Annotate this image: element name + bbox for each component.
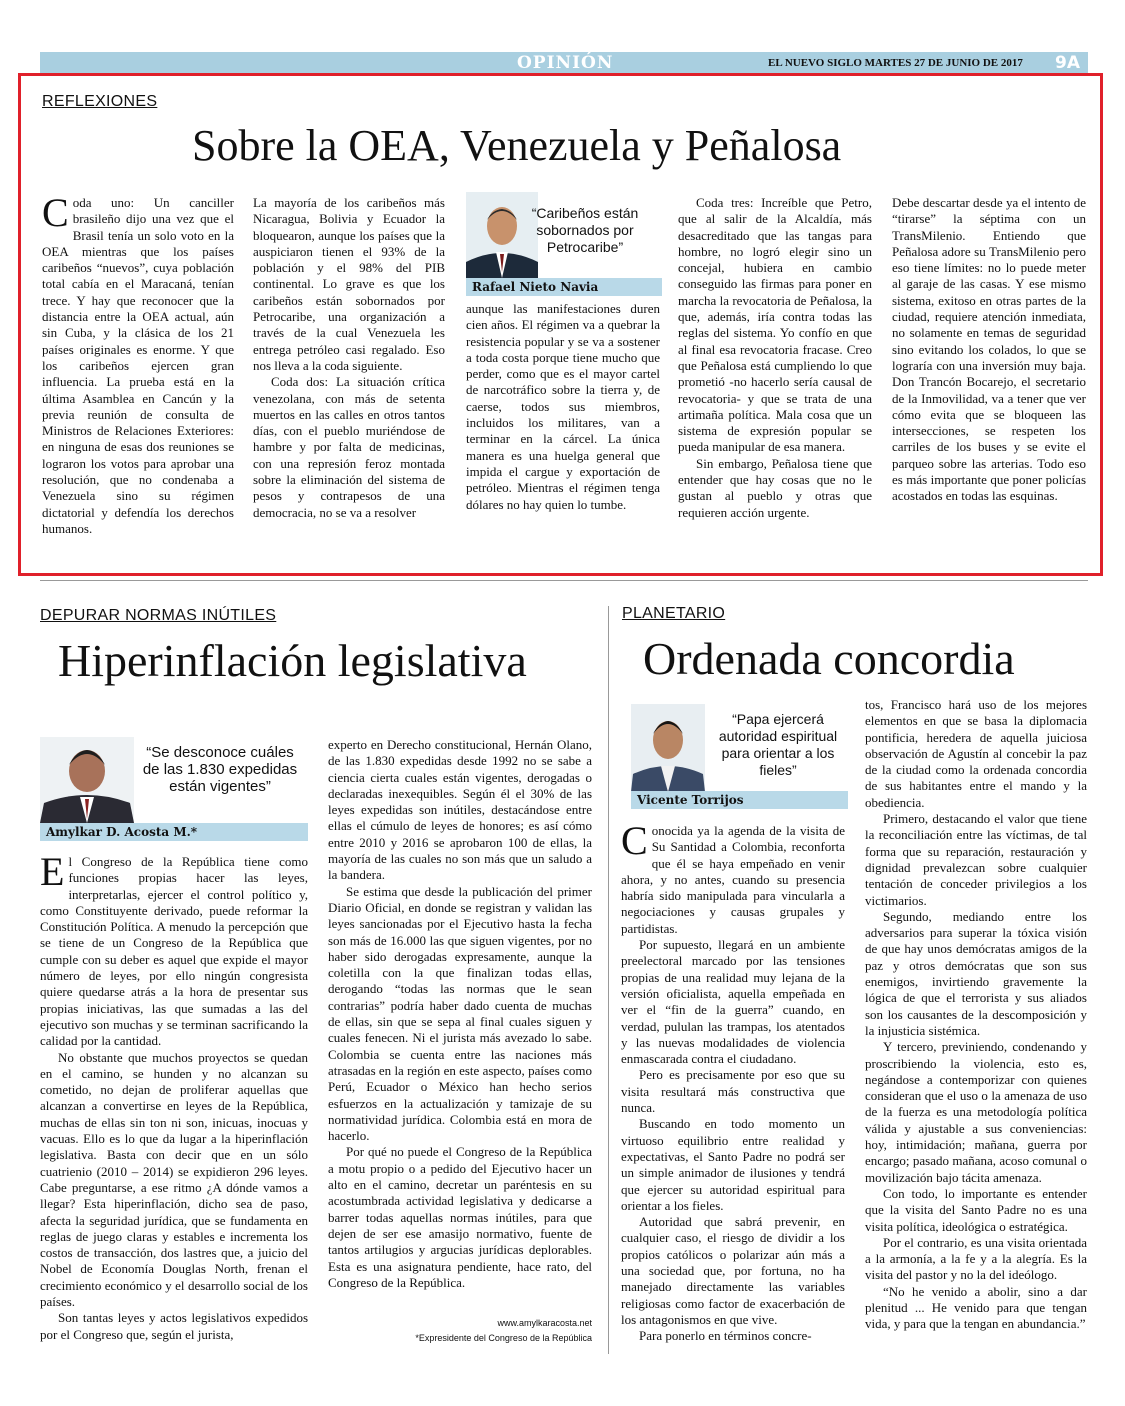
- right-col-2-p4: Y tercero, previniendo, condenando y proscribiendo la violencia, esto es, negándose a contemporizar con quienes consideran que el uso o la amenaza de uso de la fuerza es una metodología política válida y ajustable a sus conveniencias: hoy, intimidación; mañana, guerra por encargo; pasado mañana, acoso comunal o movilización bajo tácita amenaza.: [865, 1039, 1087, 1185]
- left-col-2-p3: Por qué no puede el Congreso de la República a motu propio o a pedido del Ejecutivo hacer un alto en el camino, decretar un paréntesis en su acostumbrada actividad legislativa y dedicarse a barrer todas aquellas normas inútiles, para que dejen de ser ese amasijo normativo, fuente de tantos artilugios y argucias jurídicas deplorables. Esta es una asignatura pendiente, hace rato, del Congreso de la República.: [328, 1144, 592, 1290]
- author-footnote: *Expresidente del Congreso de la República: [415, 1333, 592, 1343]
- right-kicker: PLANETARIO: [622, 605, 726, 622]
- left-col-1-p2: No obstante que muchos proyectos se quedan en el camino, se hunden y no alcanzan su cometido, no dejan de proliferar aquellas que alcanzan a convertirse en leyes de la República, muchas de ellas sin ton ni son, inicuas, inocuas y vacuas. Ello es lo que da lugar a la hiperinflación legislativa. Basta con decir que en un sólo cuatrienio (2010 – 2014) se expidieron 296 leyes. Cabe preguntarse, a ese ritmo ¿A dónde vamos a llegar? Esta hiperinflación, dicho sea de paso, afecta la seguridad jurídica, que se fundamenta en reglas de juego claras y estables e incrementa los costos de transacción, dos lastres que, a juicio del Nobel de Economía Douglas North, frenan el crecimiento económico y el desarrollo social de los países.: [40, 1049, 308, 1310]
- column-divider: [608, 606, 609, 1354]
- top-col-1-text: oda uno: Un canciller brasileño dijo una vez que el Brasil tenía un solo voto en la OEA mientras que los países caribeños “nuevos”, cuya población total cabía en el Maracaná, tenían trece. Y hay que reconocer que la distancia entre la OEA actual, aún sin Cuba, y la clásica de los 21 países originales es enorme. Y que los caribeños ejercen gran influencia. La prueba está en la última Asamblea en Cancún y la previa reunión de consulta de Ministros de Relaciones Exteriores: en ninguna de esas dos reuniones se lograron los votos para aprobar una resolución, que no condenaba a Venezuela sino su régimen dictatorial y defendía los derechos humanos.: [42, 195, 234, 536]
- left-col-2: [328, 737, 592, 1317]
- right-col-1-p5: Autoridad que sabrá prevenir, en cualquier caso, el riesgo de dividir a los propios católicos o polarizar aún más a una sociedad que, por fortuna, no ha manejado directamente las variables religiosas como factor de exacerbación de los antagonismos en que vive.: [621, 1214, 845, 1327]
- top-col-4-p2: Sin embargo, Peñalosa tiene que entender que hay cosas que no le gustan al pueblo y otras que requieren acción urgente.: [678, 455, 872, 520]
- top-pull-quote: “Caribeños están sobornados por Petrocaribe”: [531, 205, 639, 255]
- dropcap: E: [40, 854, 65, 894]
- right-col-1-p6: Para ponerlo en términos concre-: [639, 1328, 812, 1344]
- right-col-2-p6: Por el contrario, es una visita orientada a la armonía, a la fe y a la alegría. Es la visita del pastor y no la del ideólogo.: [865, 1234, 1087, 1283]
- right-col-1-p3: Pero es precisamente por eso que su visita resultará más constructiva que nunca.: [621, 1067, 845, 1116]
- right-col-2-p2: Primero, destacando el valor que tiene la reconciliación entre las víctimas, de tal forma que su reparación, restauración y dignidad prevalezcan sobre cualquier tentación de conceder privilegios a los victimarios.: [865, 811, 1087, 908]
- top-col-4: [678, 195, 872, 555]
- top-col-2-p1: La mayoría de los caribeños más Nicaragua, Bolivia y Ecuador la bloquearon, aunque los países que la auspiciaron tienen el 93% de la población y el 98% del PIB continental. Lo grave es que los caribeños están sobornados por Petrocaribe, una organización a través de la cual Venezuela les entrega petróleo casi regalado. Eso nos lleva a la coda siguiente.: [253, 195, 445, 373]
- right-col-2-p7: “No he venido a abolir, sino a dar plenitud ... He venido para que tengan vida, y para que la tengan en abundancia.”: [865, 1283, 1087, 1332]
- section-label: OPINIÓN: [517, 53, 614, 73]
- left-author-name: Amylkar D. Acosta M.*: [40, 823, 308, 841]
- right-author-name: Vicente Torrijos: [631, 791, 848, 809]
- left-col-1-p3: Son tantas leyes y actos legislativos expedidos por el Congreso que, según el jurista,: [40, 1310, 308, 1342]
- top-col-5: [892, 195, 1086, 555]
- right-col-1-p4: Buscando en todo momento un virtuoso equilibrio entre realidad y expectativas, el Santo Padre no podrá ser un simple animador de ilusiones y tendrá que ejercer su autoridad espiritual para orientar a los fieles.: [621, 1116, 845, 1213]
- left-col-1-p1: l Congreso de la República tiene como funciones propias hacer las leyes, interpretarlas, ejercer el control político y, como Constituyente derivado, puede reformar la Constitución Política. A menudo la percepción que se tiene de un Congreso de la República que cumple con su deber es aquel que expide el mayor número de leyes, por ello ningún congresista quiere quedarse atrás a la hora de presentar sus propias iniciativas, las que sumadas a las del ejecutivo son muchas y se terminan sacrificando la calidad por la cantidad.: [40, 854, 308, 1049]
- author-photo-amylkar: [40, 737, 134, 823]
- author-website: www.amylkaracosta.net: [497, 1318, 592, 1328]
- paper-date: EL NUEVO SIGLO MARTES 27 DE JUNIO DE 2017: [768, 57, 1023, 69]
- left-col-2-p2: Se estima que desde la publicación del primer Diario Oficial, en donde se registran y validan las leyes sancionadas por el Ejecutivo hasta la fecha son más de 16.000 las que siguen vigentes, por no haber sido derogadas expresamente, aunque la coletilla con la que finalizan todas ellas, derogando “todas las normas que le sean contrarias” podría haber dado cuenta de muchas de ellas, sin que se sepa al final cuales siguen y cuales fenecen. Ni el jurista más avezado lo sabe. Colombia se cuenta entre las naciones más atrasadas en la región en este aspecto, países como Perú, Ecuador o México han hecho serios esfuerzos en la actualización y tamizaje de su normatividad jurídica. Colombia está en mora de hacerlo.: [328, 883, 592, 1144]
- left-col-2-p1: experto en Derecho constitucional, Hernán Olano, de las 1.830 expedidas desde 1992 no se sabe a ciencia cierta cuales están vigentes, derogadas o declaradas inexequibles. Según él el 30% de las leyes expedidas son inútiles, destacándose entre ellas el cúmulo de leyes de honores; es así cómo entre 2010 y 2016 se aprobaron 100 de ellas, la mayoría de las cuales no son más que un saludo a la bandera.: [328, 737, 592, 883]
- top-headline: Sobre la OEA, Venezuela y Peñalosa: [192, 121, 842, 170]
- dropcap: C: [42, 195, 69, 235]
- page-number: 9A: [1055, 53, 1080, 73]
- right-col-1: [621, 823, 845, 1349]
- right-col-2-p3: Segundo, mediando entre los adversarios para superar la tóxica visión de que hay unos demócratas amigos de la paz y otros demócratas que son sus enemigos, invirtiendo gravemente la lógica de que el terrorista y sus aliados son los causantes de la descomposición y la injusticia sistémica.: [865, 908, 1087, 1038]
- top-col-1: [42, 195, 234, 555]
- right-col-2: [865, 697, 1087, 1349]
- dropcap: C: [621, 823, 648, 863]
- right-col-1-p1: onocida ya la agenda de la visita de Su Santidad a Colombia, reconforta que él se haya empeñado en venir ahora, y no antes, cuando su presencia habría sido manipulada para vincularla a negociaciones y causas grupales y partidistas.: [621, 823, 845, 936]
- top-col-3-text: aunque las manifestaciones duren cien años. El régimen va a quebrar la resistencia popular y se va a sostener a toda costa porque tiene mucho que perder, como que es el mayor cartel de narcotráfico sobre la tierra y, de caerse, todos sus miembros, incluidos los militares, van a terminar en la cárcel. La única manera es una huelga general que impida el cargue y exportación de petróleo. Mientras el régimen tenga dólares no hay quien lo tumbe.: [466, 301, 660, 512]
- top-author-name: Rafael Nieto Navia: [466, 278, 662, 296]
- right-col-1-p2: Por supuesto, llegará en un ambiente preelectoral marcado por las tensiones propias de una realidad muy lejana de la versión oficialista, aquella empeñada en ver el “fin de la guerra” cuando, en verdad, pululan las trampas, los atentados y las nuevas modalidades de violencia enmascarada contra el ciudadano.: [621, 937, 845, 1067]
- top-col-3: [466, 301, 660, 555]
- left-headline: Hiperinflación legislativa: [58, 635, 527, 686]
- section-divider: [40, 580, 1088, 581]
- right-headline: Ordenada concordia: [643, 633, 1015, 684]
- right-col-2-p5: Con todo, lo importante es entender que la visita del Santo Padre no es una visita política, ideológica o estratégica.: [865, 1185, 1087, 1234]
- top-col-2: [253, 195, 445, 555]
- author-photo-vicente: [631, 704, 705, 792]
- left-col-1: [40, 854, 308, 1346]
- left-pull-quote: “Se desconoce cuáles de las 1.830 expedidas están vigentes”: [142, 744, 298, 795]
- top-kicker: REFLEXIONES: [42, 93, 158, 110]
- top-col-4-p1: Coda tres: Increíble que Petro, que al salir de la Alcaldía, más desacreditado que las tangas para hombre, no logró elegir sino un concejal, hubiera en cambio conseguido las firmas para poner en marcha la revocatoria de Peñalosa, la que, además, iría contra todas las reglas del sistema. Yo confío en que al final esa revocatoria fracase. Creo que Peñalosa está cumpliendo lo que prometió -no hacerlo sería causal de revocatoria- y que se trata de una artimaña política. Mala cosa que un sistema de expresión popular se pueda manipular de esa manera.: [678, 195, 872, 455]
- top-col-2-p2: Coda dos: La situación crítica venezolana, con más de setenta muertos en las calles en otros tantos días, con el pueblo muriéndose de hambre y por falta de medicinas, con una represión feroz montada sobre la eliminación del sistema de pesos y contrapesos de una democracia, no se va a resolver: [253, 374, 445, 520]
- right-pull-quote: “Papa ejercerá autoridad espiritual para orientar a los fieles”: [718, 711, 838, 778]
- left-kicker: DEPURAR NORMAS INÚTILES: [40, 607, 277, 624]
- top-col-5-text: Debe descartar desde ya el intento de “tirarse” la séptima con un TransMilenio. Entiendo que Peñalosa adore su TransMilenio pero eso tiene límites: no lo puede meter al garaje de las casas. Y ese mismo sistema, exitoso en otras partes de la ciudad, requiere atención inmediata, no solamente en temas de seguridad sino evitando los colados, lo que se lograría con una inversión muy baja. Don Trancón Bocarejo, el secretario de la Inmovilidad, va a tener que ver cómo evita que se bloqueen las intersecciones, se respeten los carriles de los buses y se evite el parqueo sobre las arterias. Todo eso es más importante que poner policías acostados en todas las esquinas.: [892, 195, 1086, 504]
- right-col-2-p1: tos, Francisco hará uso de los mejores elementos en que se basa la diplomacia pontificia, heredera de aquella juiciosa observación de Agustín al concebir la paz de la ciudad como la ordenada concordia de sus habitantes entre el mando y la obediencia.: [865, 697, 1087, 810]
